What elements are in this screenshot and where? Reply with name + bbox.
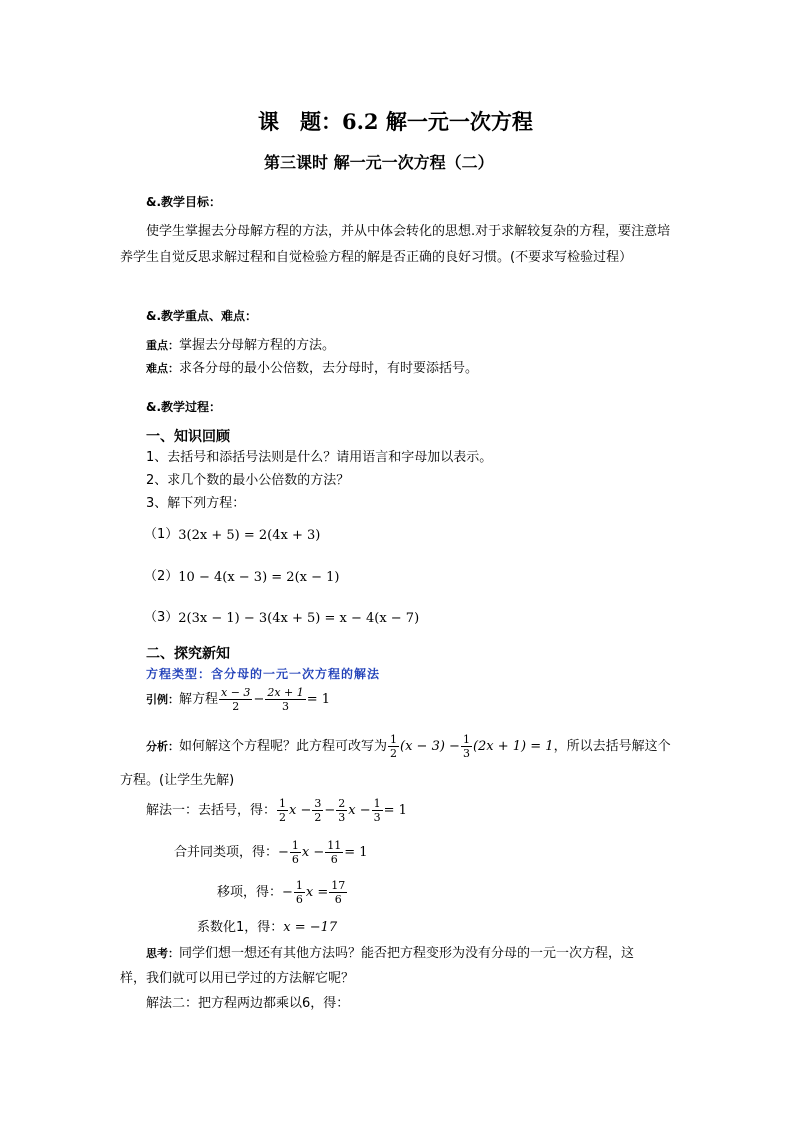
review-q3: 3、解下列方程： — [146, 496, 246, 511]
fraction: $\frac{3}{2}$ — [314, 797, 322, 824]
method1-step4: 系数化1，得： x = −17 — [197, 920, 338, 935]
eq1-label: （1） — [144, 527, 179, 542]
process-heading: &.教学过程： — [146, 400, 222, 414]
difficulty-label: 难点： — [146, 362, 179, 375]
analysis-text1: 如何解这个方程呢？此方程可改写为 — [179, 738, 388, 754]
fraction: $\frac{1}{2}$ — [390, 733, 398, 760]
think-text2: 样，我们就可以用已学过的方法解它呢？ — [120, 971, 355, 986]
analysis-text3: 方程。(让学生先解) — [120, 773, 235, 788]
analysis-text2: ，所以去括号解这个 — [553, 738, 671, 754]
fraction: $\frac{1}{3}$ — [462, 733, 470, 760]
review-eq1 — [144, 527, 320, 543]
review-heading: 一、知识回顾 — [146, 429, 230, 445]
explore-heading: 二、探究新知 — [146, 646, 230, 662]
fraction: $\frac{1}{6}$ — [295, 879, 303, 906]
eq2-label: （2） — [144, 569, 179, 584]
fraction: $\frac{1}{3}$ — [373, 797, 381, 824]
method1-step3: 移项，得： − $\frac{1}{6}$ x = $\frac{17}{6}$ — [217, 879, 346, 906]
focus-label: 重点： — [146, 339, 179, 352]
review-q1: 1、去括号和添括号法则是什么？请用语言和字母加以表示。 — [146, 450, 493, 465]
analysis-line: 分析： 如何解这个方程呢？此方程可改写为 $\frac{1}{2}$ (x − 3) − $\frac{1}{3}$ (2x + 1) = 1 ，所以去括号解这个 — [146, 733, 671, 760]
focus-text: 掌握去分母解方程的方法。 — [179, 338, 336, 353]
eq3-expr: 2(3x − 1) − 3(4x + 5) = x − 4(x − 7) — [178, 610, 420, 626]
review-q2: 2、求几个数的最小公倍数的方法？ — [146, 473, 350, 488]
focus-line — [146, 338, 335, 354]
example-text: 解方程 — [179, 691, 219, 707]
think-line — [146, 946, 634, 962]
eq1-expr: 3(2x + 5) = 2(4x + 3) — [178, 527, 321, 543]
eq2-expr: 10 − 4(x − 3) = 2(x − 1) — [178, 569, 340, 585]
lesson-subtitle: 第三课时 解一元一次方程（二） — [264, 153, 494, 172]
difficulty-line — [146, 361, 478, 377]
review-eq2 — [144, 569, 340, 585]
fraction: $\frac{1}{6}$ — [291, 839, 299, 866]
think-label: 思考： — [146, 947, 179, 960]
think-text1: 同学们想一想还有其他方法吗？能否把方程变形为没有分母的一元一次方程，这 — [179, 946, 635, 961]
fraction: $\frac{2x + 1}{3}$ — [267, 686, 304, 713]
goals-heading: &.教学目标： — [146, 195, 222, 209]
example-label: 引例： — [146, 692, 179, 706]
review-eq3 — [144, 610, 419, 626]
fraction: $\frac{x - 3}{2}$ — [221, 686, 251, 713]
eq3-label: （3） — [144, 610, 179, 625]
method1-step2: 合并同类项，得： − $\frac{1}{6}$ x − $\frac{11}{6}$ = 1 — [174, 839, 368, 866]
keypoints-heading: &.教学重点、难点： — [146, 309, 258, 323]
page-title: 课 题：6.2 解一元一次方程 — [258, 109, 533, 134]
fraction: $\frac{1}{2}$ — [279, 797, 287, 824]
fraction: $\frac{17}{6}$ — [331, 879, 346, 906]
difficulty-text: 求各分母的最小公倍数，去分母时，有时要添括号。 — [179, 361, 479, 376]
fraction: $\frac{2}{3}$ — [338, 797, 346, 824]
equation-type-line: 方程类型：含分母的一元一次方程的解法 — [146, 667, 381, 681]
fraction: $\frac{11}{6}$ — [327, 839, 342, 866]
analysis-label: 分析： — [146, 739, 179, 753]
method1-step1: 解法一：去括号，得： $\frac{1}{2}$ x − $\frac{3}{2}$ − $\frac{2}{3}$ x − $\frac{1}{3}$ = 1 — [146, 797, 407, 824]
method2-line: 解法二：把方程两边都乘以6，得： — [146, 996, 350, 1011]
goals-text: 使学生掌握去分母解方程的方法，并从中体会转化的思想.对于求解较复杂的方程，要注意培养学生自觉反思求解过程和自觉检验方程的解是否正确的良好习惯。(不要求写检验过程） — [120, 224, 671, 265]
example-line: 引例： 解方程 $\frac{x - 3}{2}$ − $\frac{2x + 1}{3}$ = 1 — [146, 686, 331, 713]
